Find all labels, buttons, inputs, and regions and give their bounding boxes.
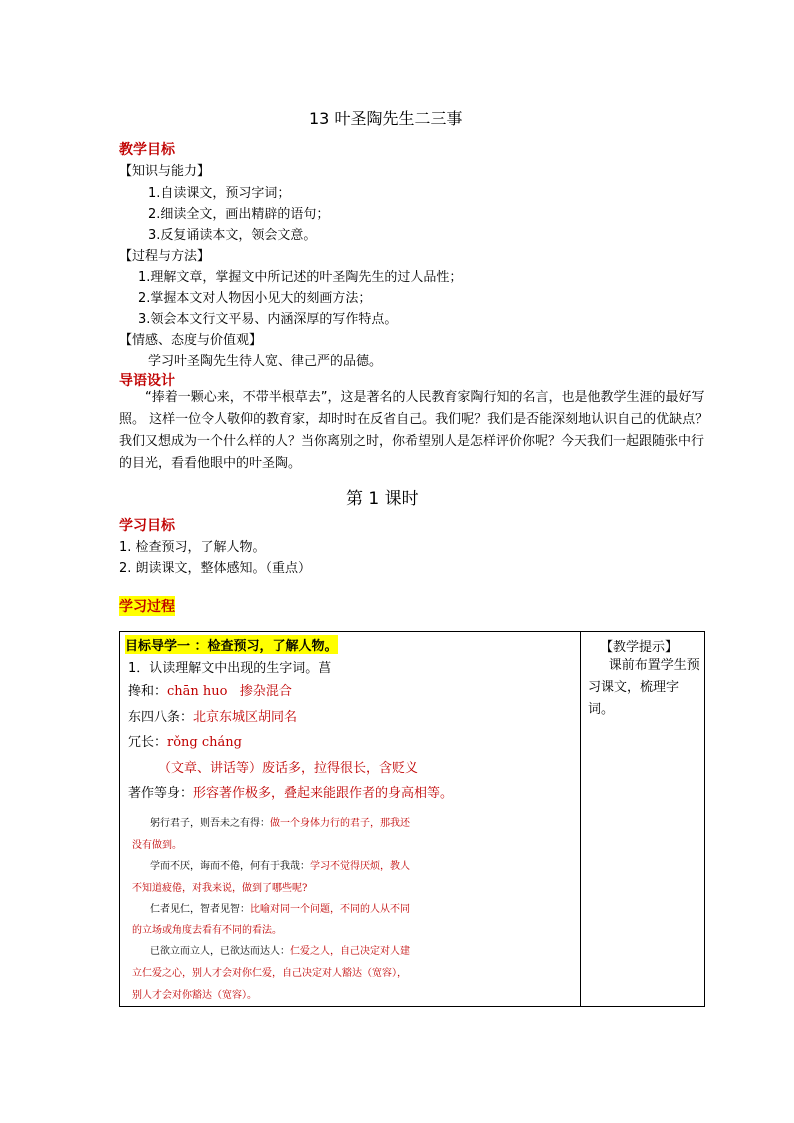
word-pinyin: rǒng cháng — [167, 735, 242, 750]
objectives-heading: 教学目标 — [119, 142, 175, 158]
explanation-line — [150, 857, 410, 872]
tip-text: 课前布置学生预习课文，梳理字词。 — [588, 658, 700, 717]
word-meaning: 形容著作极多，叠起来能跟作者的身高相等。 — [193, 786, 454, 801]
explanation-line: 不知道疲倦，对我来说，做到了哪些呢? — [132, 883, 308, 894]
goals-heading: 学习目标 — [119, 518, 175, 534]
word-row — [128, 731, 242, 750]
explanation-line — [150, 900, 410, 915]
process-label: 【过程与方法】 — [119, 249, 211, 264]
explanation-quote: 已欲立而立人，已欲达而达人： — [150, 946, 290, 957]
goal-item: 2. 朗读课文，整体感知。（重点） — [119, 561, 312, 576]
process-item: 3.领会本文行文平易、内涵深厚的写作特点。 — [138, 312, 398, 327]
word-term: 冗长： — [128, 735, 168, 750]
word-meaning: （文章、讲话等）废话多，拉得很长，含贬义 — [158, 761, 419, 776]
intro-paragraph: “捧着一颗心来，不带半根草去”，这是著名的人民教育家陶行知的名言，也是他教学生涯的最好写照。 这样一位令人敬仰的教育家，却时时在反省自己。我们呢？我们是否能深刻地认识自己的优缺点？我们又想成为一个什么样的人？当你离别之时，你希望别人是怎样评价你呢？今天我们一起跟随张中行的目光，看看他眼中的叶圣陶。 — [119, 390, 709, 471]
explanation-meaning: 学习不觉得厌烦，教人 — [310, 861, 410, 872]
word-row — [128, 782, 453, 801]
explanation-line — [150, 814, 410, 829]
word-meaning: 掺杂混合 — [239, 684, 292, 699]
lesson-title: 第 1 课时 — [346, 489, 419, 509]
page-title: 13 叶圣陶先生二三事 — [309, 109, 463, 128]
guide-title: 目标导学一 ：检查预习，了解人物。 — [125, 635, 338, 654]
goal-item: 1. 检查预习，了解人物。 — [119, 540, 266, 555]
knowledge-item: 2.细读全文，画出精辟的语句； — [148, 207, 330, 222]
word-row — [128, 706, 297, 725]
knowledge-label: 【知识与能力】 — [119, 164, 211, 179]
knowledge-item: 3.反复诵读本文，领会文意。 — [148, 228, 317, 243]
word-meaning: 北京东城区胡同名 — [193, 710, 298, 725]
table-divider — [580, 631, 581, 1007]
explanation-quote: 学而不厌，诲而不倦，何有于我哉： — [150, 861, 310, 872]
explanation-meaning: 仁爱之人，自己决定对人建 — [290, 946, 410, 957]
explanation-quote: 仁者见仁，智者见智： — [150, 904, 250, 915]
word-term: 东四八条： — [128, 710, 194, 725]
explanation-meaning: 做一个身体力行的君子，那我还 — [270, 818, 410, 829]
emotion-label: 【情感、态度与价值观】 — [119, 333, 263, 348]
explanation-line: 没有做到。 — [132, 840, 182, 851]
explanation-line: 别人才会对你豁达（宽容）。 — [132, 990, 257, 1001]
knowledge-item: 1.自读课文，预习字词； — [148, 186, 291, 201]
process-heading: 学习过程 — [119, 596, 175, 616]
word-term: 搀和： — [128, 684, 168, 699]
intro-heading: 导语设计 — [119, 373, 175, 389]
word-row — [128, 680, 292, 699]
explanation-quote: 躬行君子，则吾未之有得： — [150, 818, 270, 829]
word-pinyin: chān huo — [167, 684, 228, 699]
explanation-line: 立仁爱之心，别人才会对你仁爱，自己决定对人豁达（宽容）， — [132, 968, 407, 979]
word-term: 著作等身： — [128, 786, 194, 801]
process-item: 2.掌握本文对人物因小见大的刻画方法； — [138, 291, 372, 306]
tip-title: 【教学提示】 — [600, 640, 679, 655]
explanation-line: 的立场或角度去看有不同的看法。 — [132, 925, 282, 936]
explanation-meaning: 比喻对同一个问题，不同的人从不同 — [250, 904, 410, 915]
step-1: 1．认读理解文中出现的生字词。菖 — [128, 661, 332, 676]
emotion-item: 学习叶圣陶先生待人宽、律己严的品德。 — [148, 354, 383, 369]
process-item: 1.理解文章，掌握文中所记述的叶圣陶先生的过人品性； — [138, 270, 463, 285]
explanation-line — [150, 942, 410, 957]
